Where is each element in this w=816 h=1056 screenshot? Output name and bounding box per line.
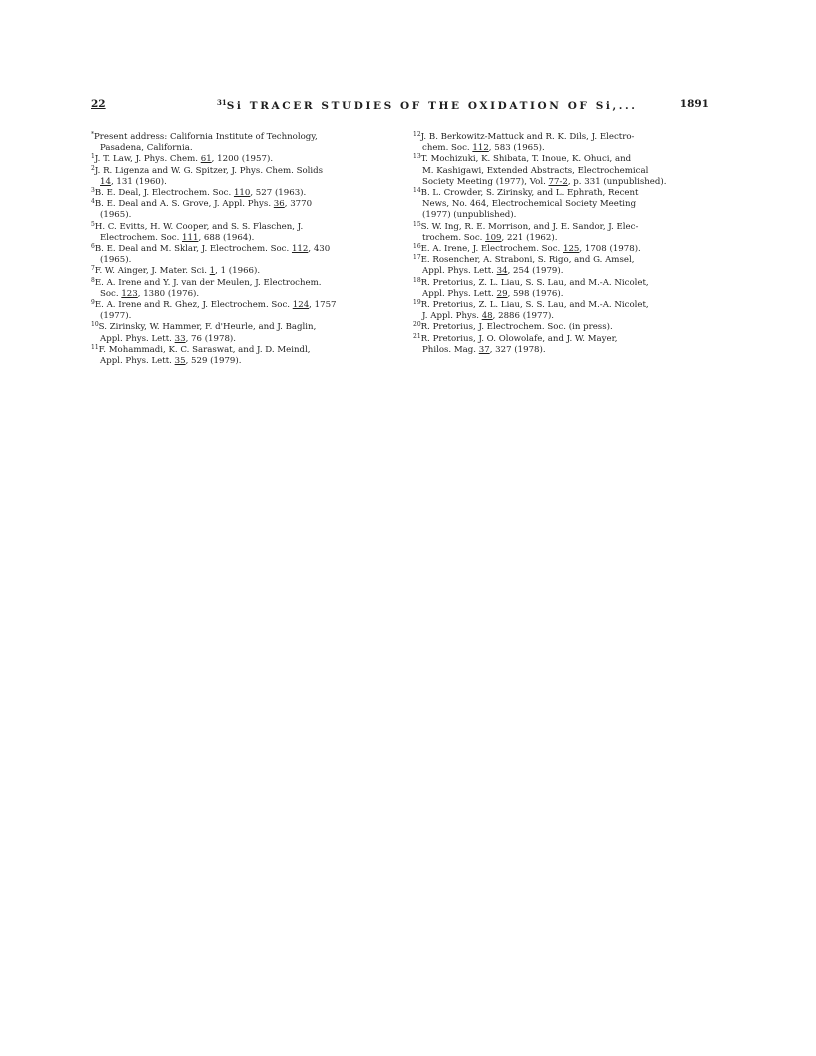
reference-text: F. W. Ainger, J. Mater. Sci.: [94, 266, 210, 277]
reference-text: , 3770 (1965).: [100, 199, 313, 221]
reference-text: B. E. Deal and M. Sklar, J. Electrochem. Soc.: [94, 244, 292, 255]
running-title-superscript: 31: [217, 98, 227, 107]
reference-number: 18: [413, 276, 421, 284]
reference-number: 2: [91, 164, 95, 172]
reference-volume: 14: [100, 176, 111, 187]
reference-volume: 125: [563, 244, 580, 255]
references-left-column: [91, 132, 391, 367]
reference-volume: 29: [496, 288, 508, 299]
reference-text: , 2886 (1977).: [492, 311, 555, 322]
reference-item: [91, 222, 391, 244]
running-title: [217, 98, 638, 112]
reference-text: Present address: California Institute of Technology, Pasadena, California.: [94, 132, 318, 154]
reference-text: , 1380 (1976).: [137, 288, 200, 299]
reference-item: [413, 188, 713, 222]
reference-text: S. Zirinsky, W. Hammer, F. d'Heurle, and J. Baglin, Appl. Phys. Lett.: [98, 322, 317, 344]
reference-volume: 1: [209, 266, 216, 277]
reference-item: [413, 255, 713, 277]
reference-volume: 61: [200, 154, 212, 165]
reference-text: , 76 (1978).: [185, 333, 237, 344]
running-title-text: Si TRACER STUDIES OF THE OXIDATION OF Si,...: [226, 100, 638, 112]
reference-item: [413, 334, 713, 356]
reference-number: 16: [413, 243, 421, 251]
reference-text: H. C. Evitts, H. W. Cooper, and S. S. Flaschen, J. Electrochem. Soc.: [94, 221, 304, 243]
reference-text: E. A. Irene and R. Ghez, J. Electrochem. Soc.: [94, 300, 293, 311]
reference-item: [91, 166, 391, 188]
reference-text: , 1 (1966).: [215, 266, 261, 277]
reference-text: , 1200 (1957).: [211, 154, 274, 165]
page-number-right: 1891: [679, 98, 709, 110]
reference-number: 4: [91, 198, 95, 206]
reference-text: B. L. Crowder, S. Zirinsky, and L. Ephrath, Recent News, No. 464, Electrochemical Society Meeting (1977) (unpublished).: [420, 188, 639, 221]
reference-text: , 430 (1965).: [100, 244, 331, 266]
reference-number: 10: [91, 321, 99, 329]
reference-text: , 131 (1960).: [110, 176, 167, 187]
reference-number: 20: [413, 321, 421, 329]
reference-item: [91, 300, 391, 322]
reference-volume: 123: [121, 288, 138, 299]
reference-text: T. Mochizuki, K. Shibata, T. Inoue, K. Ohuci, and M. Kashigawi, Extended Abstracts, Electrochemical Society Meeting (1977), Vol.: [420, 154, 649, 187]
reference-number: 9: [91, 299, 95, 307]
reference-number: 19: [413, 299, 421, 307]
reference-text: , 327 (1978).: [489, 344, 546, 355]
reference-item: [91, 244, 391, 266]
reference-number: 12: [413, 131, 421, 138]
reference-item: [91, 154, 391, 165]
reference-number: 11: [91, 343, 99, 351]
reference-text: , 598 (1976).: [507, 288, 564, 299]
page-number-left: 22: [91, 98, 106, 110]
reference-text: R. Pretorius, J. O. Olowolafe, and J. W. Mayer, Philos. Mag.: [420, 333, 618, 355]
reference-text: J. B. Berkowitz-Mattuck and R. K. Dils, J. Electro- chem. Soc.: [420, 132, 635, 154]
reference-item: [413, 300, 713, 322]
reference-text: , 221 (1962).: [501, 232, 558, 243]
reference-number: 3: [91, 187, 95, 195]
reference-volume: 77-2: [548, 176, 568, 187]
reference-item: [413, 132, 713, 154]
reference-text: , 1708 (1978).: [579, 244, 641, 255]
reference-item: [91, 278, 391, 300]
reference-volume: 35: [174, 356, 186, 367]
reference-text: S. W. Ing, R. E. Morrison, and J. E. Sandor, J. Elec- trochem. Soc.: [420, 221, 639, 243]
reference-text: B. E. Deal and A. S. Grove, J. Appl. Phys.: [94, 199, 274, 210]
reference-text: F. Mohammadi, K. C. Saraswat, and J. D. Meindl, Appl. Phys. Lett.: [98, 344, 311, 367]
reference-text: , 583 (1965).: [488, 143, 545, 154]
reference-volume: 112: [291, 244, 309, 255]
reference-text: E. A. Irene, J. Electrochem. Soc.: [420, 244, 563, 255]
reference-text: E. Rosencher, A. Straboni, S. Rigo, and G. Amsel, Appl. Phys. Lett.: [420, 255, 635, 277]
reference-text: , 688 (1964).: [198, 232, 255, 243]
reference-number: 7: [91, 265, 95, 273]
reference-item: [91, 188, 391, 199]
reference-item: [413, 322, 713, 333]
reference-volume: 48: [481, 311, 493, 322]
reference-number: 5: [91, 220, 95, 228]
reference-volume: 110: [233, 188, 251, 199]
reference-number: 13: [413, 153, 421, 161]
reference-text: , 529 (1979).: [185, 356, 242, 367]
reference-item: [91, 132, 391, 154]
reference-item: [91, 345, 391, 367]
reference-text: B. E. Deal, J. Electrochem. Soc.: [94, 188, 234, 199]
reference-volume: 36: [273, 199, 285, 210]
reference-item: [91, 322, 391, 344]
reference-item: [91, 266, 391, 277]
reference-text: R. Pretorius, Z. L. Liau, S. S. Lau, and M.-A. Nicolet, Appl. Phys. Lett.: [420, 277, 649, 299]
reference-number: *: [91, 131, 94, 138]
reference-number: 21: [413, 332, 421, 340]
running-header: [91, 98, 709, 114]
reference-item: [413, 244, 713, 255]
reference-text: , 254 (1979).: [507, 266, 564, 277]
reference-number: 15: [413, 220, 421, 228]
reference-number: 17: [413, 254, 421, 262]
reference-number: 1: [91, 153, 95, 161]
reference-volume: 124: [292, 300, 310, 311]
reference-volume: 111: [182, 232, 199, 243]
reference-text: , 527 (1963).: [250, 188, 307, 199]
reference-volume: 37: [478, 344, 490, 355]
reference-item: [91, 199, 391, 221]
reference-item: [413, 222, 713, 244]
reference-item: [413, 154, 713, 188]
reference-volume: 34: [496, 266, 508, 277]
reference-text: J. R. Ligenza and W. G. Spitzer, J. Phys. Chem. Solids: [94, 165, 324, 176]
reference-volume: 112: [472, 143, 489, 154]
references-right-column: [413, 132, 713, 356]
reference-text: E. A. Irene and Y. J. van der Meulen, J. Electrochem. Soc.: [94, 277, 322, 299]
reference-text: R. Pretorius, Z. L. Liau, S. S. Lau, and M.-A. Nicolet, J. Appl. Phys.: [420, 300, 649, 322]
reference-volume: 109: [485, 232, 502, 243]
reference-item: [413, 278, 713, 300]
reference-number: 8: [91, 276, 95, 284]
reference-text: , p. 331 (unpublished).: [567, 176, 667, 187]
reference-text: J. T. Law, J. Phys. Chem.: [94, 154, 201, 165]
reference-text: , 1757 (1977).: [100, 300, 337, 322]
reference-number: 6: [91, 243, 95, 251]
reference-text: R. Pretorius, J. Electrochem. Soc. (in press).: [420, 322, 613, 333]
reference-number: 14: [413, 187, 421, 195]
reference-volume: 33: [174, 333, 186, 344]
